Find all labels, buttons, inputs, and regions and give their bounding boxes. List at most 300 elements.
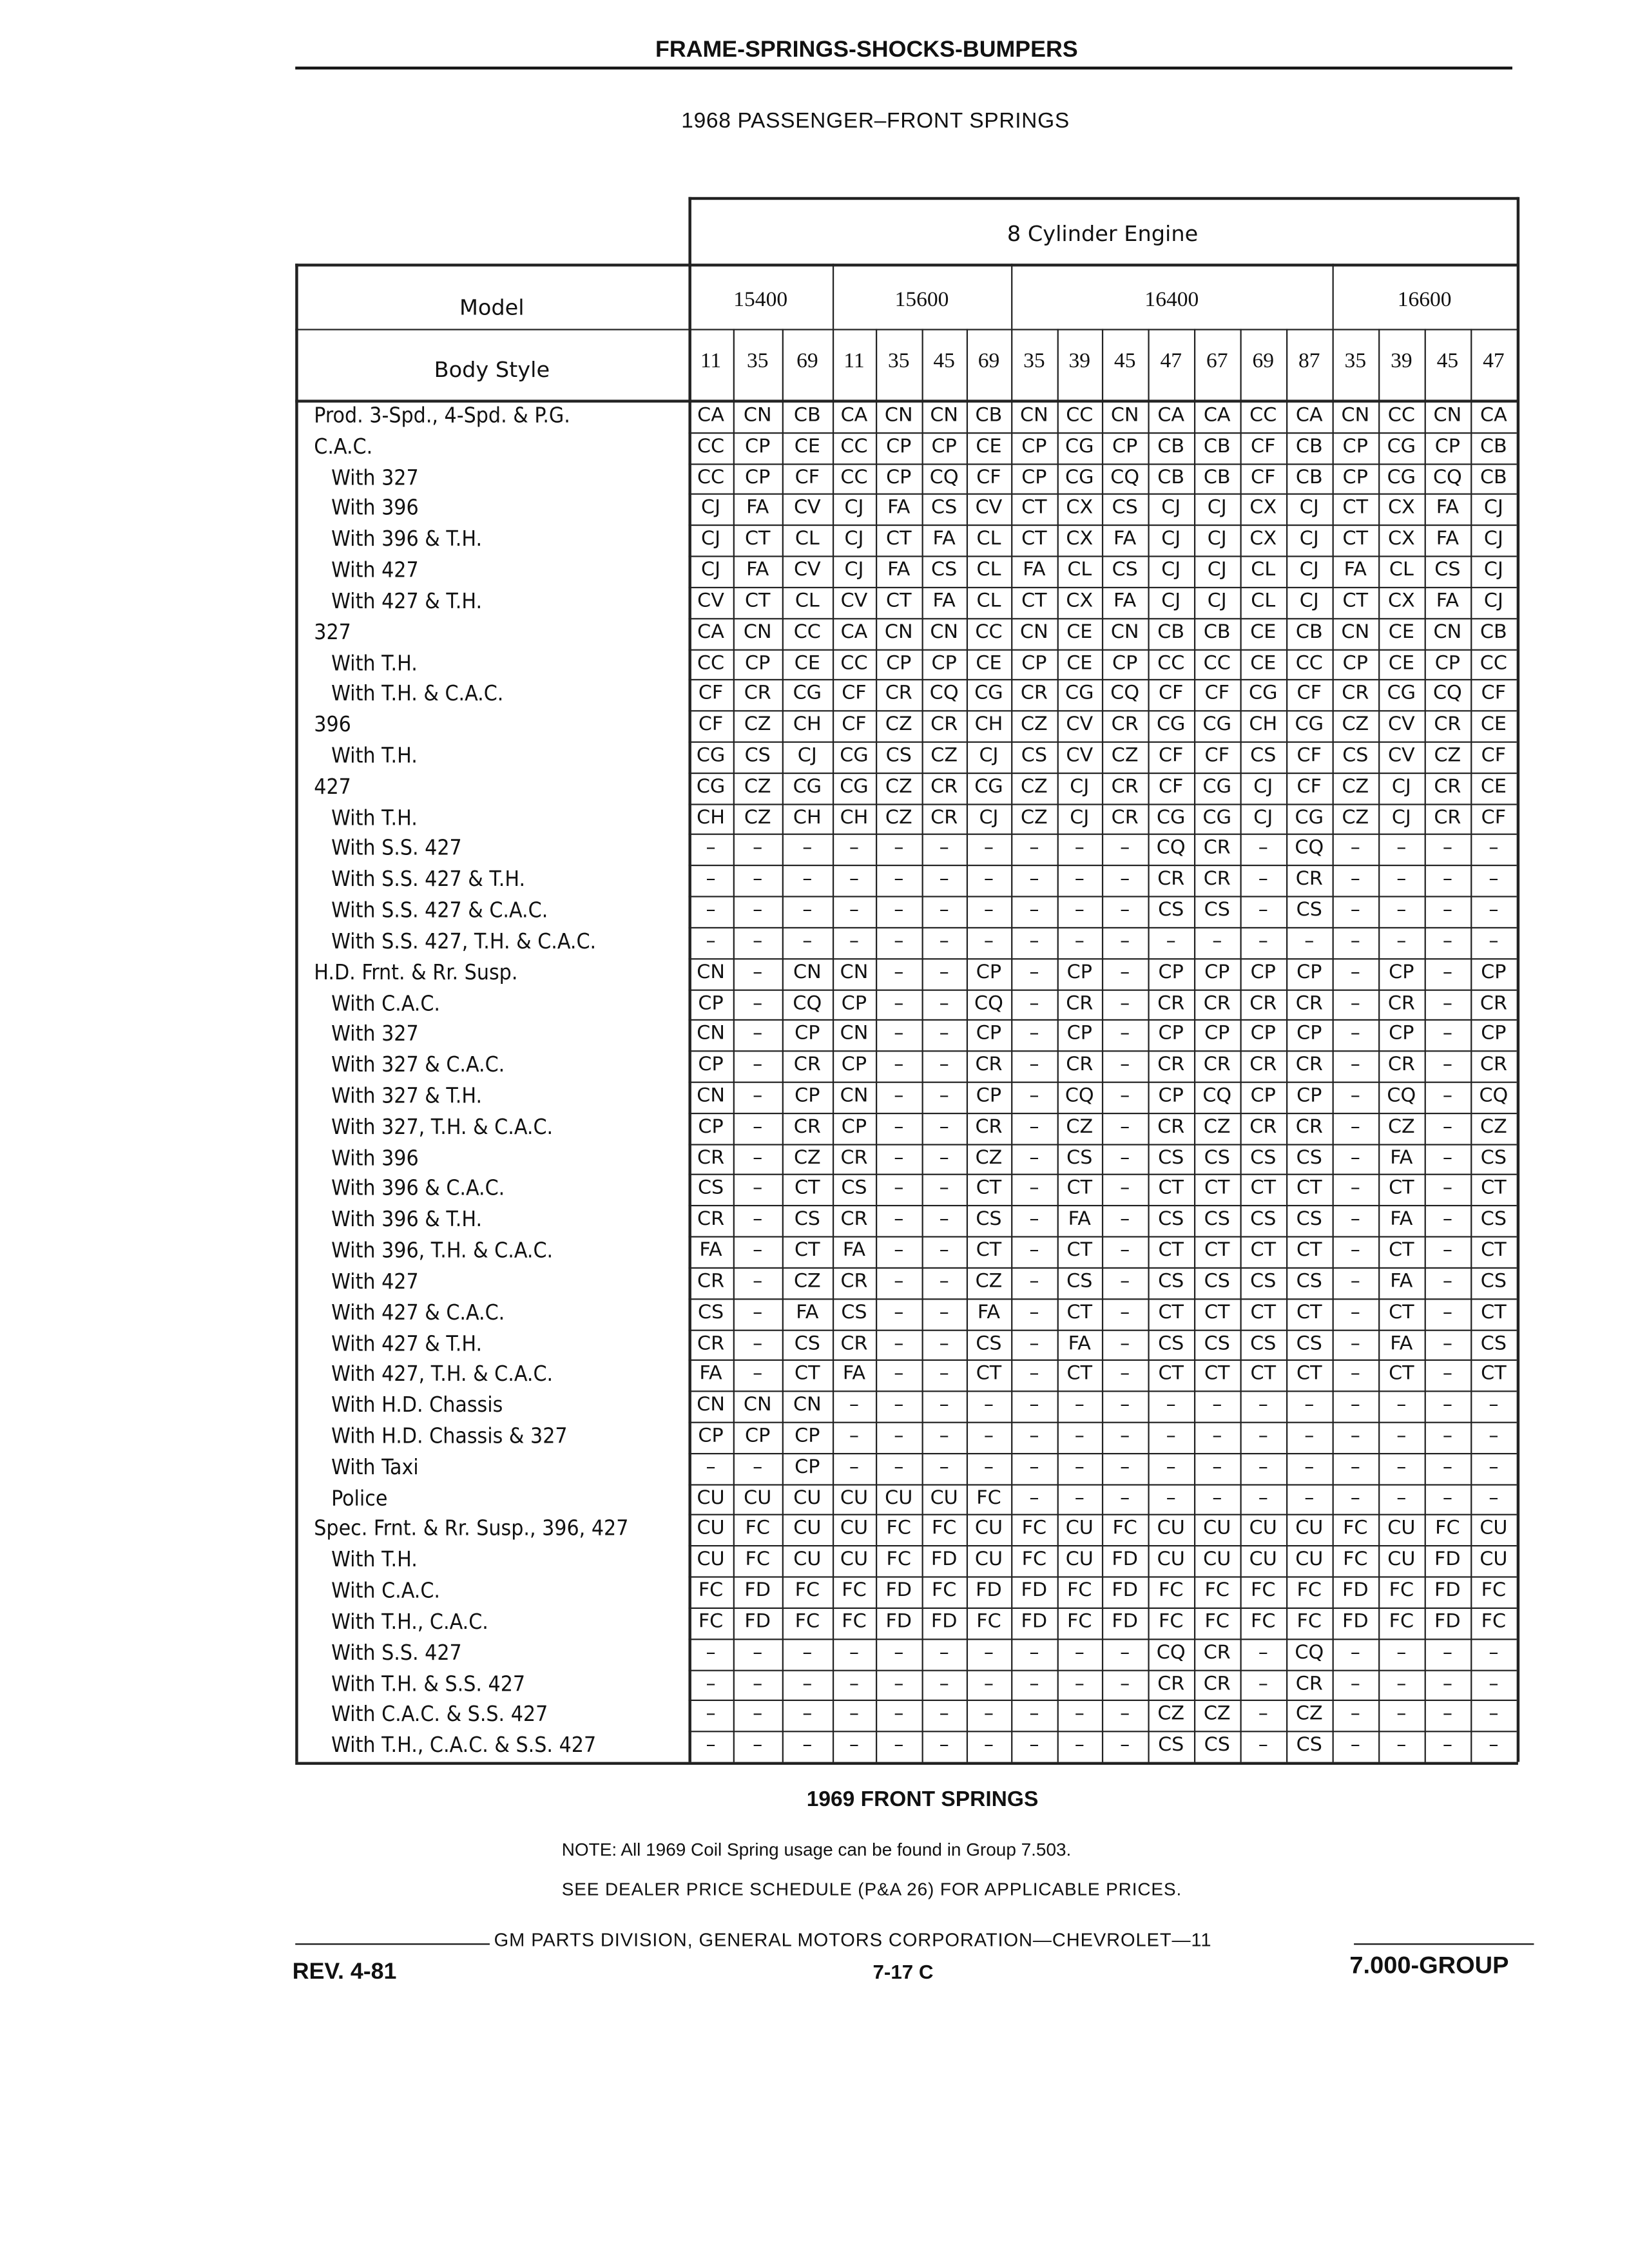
- spring-code-cell: CP: [1250, 1022, 1276, 1046]
- spring-code-cell: CN: [697, 960, 725, 984]
- spring-code-cell: –: [802, 867, 813, 891]
- spring-code-cell: –: [1442, 1022, 1452, 1046]
- spring-code-cell: CS: [1296, 898, 1322, 922]
- spring-code-cell: –: [753, 1115, 763, 1139]
- spring-code-cell: CF: [1251, 434, 1276, 458]
- spring-code-cell: CU: [974, 1548, 1003, 1571]
- spring-code-cell: CJ: [797, 744, 817, 767]
- row-rule: [688, 1360, 1516, 1361]
- spring-code-cell: CN: [697, 1393, 725, 1417]
- spring-code-cell: –: [1029, 836, 1039, 860]
- spring-code-cell: CZ: [1111, 744, 1139, 767]
- body-style-cell: 45: [1436, 350, 1459, 373]
- spring-code-cell: –: [1442, 1362, 1452, 1386]
- spring-code-cell: FA: [1436, 589, 1459, 613]
- spring-code-cell: CN: [930, 620, 959, 644]
- spring-code-cell: –: [1350, 867, 1360, 891]
- spring-code-cell: FC: [1481, 1579, 1507, 1602]
- spring-code-cell: –: [1442, 1207, 1452, 1231]
- spring-code-cell: CR: [1249, 1115, 1277, 1139]
- spring-code-cell: FC: [886, 1548, 911, 1571]
- row-rule: [688, 803, 1516, 805]
- spring-code-cell: –: [1120, 1207, 1130, 1231]
- spring-code-cell: –: [1350, 1486, 1360, 1510]
- spring-code-cell: CB: [1157, 620, 1185, 644]
- spring-code-cell: CC: [1203, 651, 1231, 675]
- spring-code-cell: CC: [793, 620, 821, 644]
- spring-code-cell: FC: [1343, 1548, 1368, 1571]
- spring-code-cell: FD: [885, 1579, 912, 1602]
- spring-code-cell: –: [849, 898, 860, 922]
- spring-code-cell: CF: [1481, 682, 1507, 706]
- body-style-cell: 67: [1206, 350, 1228, 373]
- spring-code-cell: –: [1396, 898, 1407, 922]
- row-rule: [688, 1639, 1516, 1640]
- spring-code-cell: –: [1029, 1455, 1039, 1479]
- spring-code-cell: CT: [1389, 1177, 1414, 1200]
- spring-code-cell: CR: [1295, 1671, 1323, 1695]
- spring-code-cell: CG: [1202, 805, 1231, 829]
- spring-code-cell: CF: [1158, 682, 1184, 706]
- spring-code-cell: CN: [840, 1022, 869, 1046]
- spring-code-cell: –: [1120, 1022, 1130, 1046]
- spring-code-cell: CJ: [1299, 527, 1319, 551]
- spring-code-cell: –: [983, 836, 994, 860]
- spring-code-cell: –: [1120, 991, 1130, 1015]
- spring-code-cell: –: [802, 836, 813, 860]
- spring-code-cell: CS: [1250, 1331, 1277, 1355]
- spring-code-cell: –: [1120, 1269, 1130, 1293]
- spring-code-cell: –: [1396, 1671, 1407, 1695]
- spring-code-cell: –: [1489, 1455, 1499, 1479]
- spring-code-cell: CG: [793, 774, 822, 798]
- spring-code-cell: CP: [1296, 1022, 1322, 1046]
- spring-code-cell: –: [753, 1084, 763, 1108]
- spring-code-cell: –: [1120, 1300, 1130, 1324]
- spring-code-cell: CS: [1250, 1269, 1277, 1293]
- spring-code-cell: FD: [1021, 1610, 1048, 1633]
- spring-code-cell: CG: [1065, 682, 1094, 706]
- spring-code-cell: CJ: [1207, 558, 1227, 582]
- spring-code-cell: –: [1029, 1393, 1039, 1417]
- spring-code-cell: CP: [1204, 960, 1230, 984]
- spring-code-cell: CB: [1157, 434, 1185, 458]
- spring-code-cell: CT: [1342, 496, 1369, 520]
- spring-code-cell: CJ: [979, 744, 999, 767]
- spring-code-cell: CP: [931, 651, 957, 675]
- spring-code-cell: CJ: [1070, 805, 1090, 829]
- spring-code-cell: –: [939, 1455, 949, 1479]
- spring-code-cell: CT: [1389, 1300, 1414, 1324]
- spring-code-cell: CR: [1020, 682, 1048, 706]
- spring-code-cell: –: [706, 1640, 716, 1664]
- spring-code-cell: CG: [1387, 682, 1416, 706]
- spring-code-cell: CE: [1480, 713, 1507, 736]
- spring-code-cell: CQ: [793, 991, 822, 1015]
- spring-code-cell: CZ: [1203, 1115, 1231, 1139]
- spring-code-cell: CX: [1066, 496, 1094, 520]
- spring-code-cell: CP: [841, 1115, 867, 1139]
- row-label: With S.S. 427: [331, 835, 462, 861]
- spring-code-cell: –: [939, 1733, 949, 1757]
- spring-code-cell: CR: [697, 1331, 725, 1355]
- spring-code-cell: –: [1029, 867, 1039, 891]
- spring-code-cell: FA: [746, 496, 769, 520]
- spring-code-cell: –: [939, 1331, 949, 1355]
- spring-code-cell: –: [1350, 1393, 1360, 1417]
- spring-code-cell: –: [706, 1671, 716, 1695]
- spring-code-cell: –: [983, 1640, 994, 1664]
- row-rule: [688, 742, 1516, 743]
- row-rule: [688, 1175, 1516, 1176]
- row-label: With T.H., C.A.C. & S.S. 427: [331, 1732, 597, 1758]
- spring-code-cell: CU: [1157, 1517, 1185, 1541]
- row-rule: [688, 1577, 1516, 1578]
- spring-code-cell: FA: [842, 1238, 866, 1262]
- section-title: 1968 PASSENGER–FRONT SPRINGS: [681, 109, 1070, 133]
- spring-code-cell: –: [894, 1300, 904, 1324]
- row-label: With 396 & T.H.: [331, 1206, 483, 1233]
- spring-code-cell: CJ: [1207, 527, 1227, 551]
- spring-code-cell: CN: [793, 1393, 822, 1417]
- row-rule: [688, 773, 1516, 774]
- row-rule: [688, 989, 1516, 990]
- spring-code-cell: –: [1304, 1425, 1315, 1448]
- spring-code-cell: –: [894, 1269, 904, 1293]
- spring-code-cell: CT: [1250, 1300, 1277, 1324]
- spring-code-cell: CS: [1480, 1331, 1507, 1355]
- spring-code-cell: CQ: [1156, 1640, 1186, 1664]
- spring-code-cell: FD: [1434, 1610, 1461, 1633]
- row-rule: [688, 896, 1516, 898]
- spring-code-cell: CC: [840, 651, 868, 675]
- spring-code-cell: CS: [1204, 1269, 1230, 1293]
- spring-code-cell: –: [894, 1146, 904, 1169]
- spring-code-cell: –: [849, 1425, 860, 1448]
- spring-code-cell: –: [753, 1362, 763, 1386]
- spring-code-cell: CP: [1481, 1022, 1507, 1046]
- spring-code-cell: CB: [1203, 465, 1231, 489]
- spring-code-cell: CT: [1296, 1238, 1322, 1262]
- spring-code-cell: CG: [974, 774, 1003, 798]
- spring-code-cell: CS: [931, 558, 958, 582]
- spring-code-cell: FD: [1021, 1579, 1048, 1602]
- spring-code-cell: –: [1074, 836, 1084, 860]
- spring-code-cell: –: [1350, 1207, 1360, 1231]
- spring-code-cell: CP: [1158, 1022, 1184, 1046]
- row-rule: [688, 1206, 1516, 1207]
- spring-code-cell: CN: [1110, 404, 1139, 427]
- spring-code-cell: –: [1120, 898, 1130, 922]
- spring-code-cell: CT: [1296, 1300, 1322, 1324]
- spring-code-cell: –: [849, 867, 860, 891]
- spring-code-cell: CN: [743, 620, 772, 644]
- spring-code-cell: –: [753, 991, 763, 1015]
- spring-code-cell: CS: [931, 496, 958, 520]
- spring-code-cell: CQ: [929, 682, 959, 706]
- spring-code-cell: FC: [1481, 1610, 1507, 1633]
- spring-code-cell: –: [894, 1177, 904, 1200]
- spring-code-cell: CJ: [1391, 805, 1411, 829]
- spring-code-cell: –: [1212, 1455, 1222, 1479]
- spring-code-cell: CV: [1387, 744, 1415, 767]
- body-style-cell: 35: [1344, 350, 1367, 373]
- spring-code-cell: –: [1074, 1393, 1084, 1417]
- spring-code-cell: CP: [745, 1425, 771, 1448]
- spring-code-cell: –: [1258, 1671, 1268, 1695]
- row-label: With T.H.: [331, 742, 418, 769]
- spring-code-cell: –: [1029, 1486, 1039, 1510]
- spring-code-cell: –: [1350, 991, 1360, 1015]
- spring-code-cell: –: [1489, 898, 1499, 922]
- spring-code-cell: –: [706, 867, 716, 891]
- spring-code-cell: CA: [1203, 404, 1231, 427]
- spring-code-cell: –: [894, 1331, 904, 1355]
- spring-code-cell: CN: [884, 620, 913, 644]
- spring-code-cell: –: [1350, 1115, 1360, 1139]
- spring-code-cell: CS: [1434, 558, 1461, 582]
- spring-code-cell: CU: [697, 1548, 725, 1571]
- spring-code-cell: –: [894, 1053, 904, 1077]
- spring-code-cell: CS: [1250, 1207, 1277, 1231]
- spring-code-cell: FC: [1296, 1610, 1322, 1633]
- spring-code-cell: CB: [1480, 434, 1507, 458]
- spring-code-cell: –: [1442, 929, 1452, 953]
- spring-code-cell: CR: [1111, 713, 1139, 736]
- spring-code-cell: CQ: [1156, 836, 1186, 860]
- spring-code-cell: FC: [931, 1517, 957, 1541]
- spring-code-cell: –: [1029, 1640, 1039, 1664]
- spring-code-cell: –: [1120, 1177, 1130, 1200]
- spring-code-cell: –: [1489, 1733, 1499, 1757]
- spring-code-cell: CX: [1387, 589, 1415, 613]
- spring-code-cell: –: [1029, 1238, 1039, 1262]
- spring-code-cell: –: [1029, 991, 1039, 1015]
- spring-code-cell: FA: [1390, 1331, 1413, 1355]
- spring-code-cell: CZ: [1342, 774, 1369, 798]
- spring-code-cell: CT: [1158, 1300, 1184, 1324]
- spring-code-cell: CT: [1204, 1238, 1230, 1262]
- spring-code-cell: CS: [1480, 1146, 1507, 1169]
- spring-code-cell: CG: [1065, 465, 1094, 489]
- spring-code-cell: –: [1350, 898, 1360, 922]
- spring-code-cell: –: [849, 836, 860, 860]
- spring-code-cell: –: [1258, 898, 1268, 922]
- spring-code-cell: –: [894, 1393, 904, 1417]
- row-rule: [688, 1082, 1516, 1083]
- spring-code-cell: CA: [840, 404, 868, 427]
- spring-code-cell: CT: [1066, 1300, 1093, 1324]
- spring-code-cell: CR: [1111, 774, 1139, 798]
- spring-code-cell: CV: [793, 558, 821, 582]
- spring-code-cell: CJ: [1207, 589, 1227, 613]
- spring-code-cell: –: [1350, 1238, 1360, 1262]
- spring-code-cell: CR: [1157, 1053, 1185, 1077]
- spring-code-cell: CZ: [975, 1269, 1003, 1293]
- spring-code-cell: FC: [1067, 1610, 1092, 1633]
- spring-code-cell: CP: [976, 1084, 1002, 1108]
- row-rule: [688, 1144, 1516, 1145]
- row-rule: [688, 958, 1516, 959]
- spring-code-cell: CP: [745, 465, 771, 489]
- spring-code-cell: –: [939, 1053, 949, 1077]
- spring-code-cell: FD: [1434, 1579, 1461, 1602]
- spring-code-cell: –: [894, 1115, 904, 1139]
- spring-code-cell: CR: [1434, 805, 1461, 829]
- spring-code-cell: CS: [1480, 1207, 1507, 1231]
- spring-code-cell: FC: [1251, 1579, 1276, 1602]
- spring-code-cell: –: [1120, 1053, 1130, 1077]
- spring-code-cell: –: [753, 867, 763, 891]
- row-rule: [688, 1236, 1516, 1238]
- spring-code-cell: –: [849, 1702, 860, 1726]
- spring-code-cell: CF: [1481, 744, 1507, 767]
- spring-code-cell: CT: [1481, 1177, 1507, 1200]
- spring-code-cell: CZ: [885, 713, 912, 736]
- row-label: With S.S. 427: [331, 1639, 462, 1666]
- spring-code-cell: –: [1074, 1640, 1084, 1664]
- spring-code-cell: –: [1166, 1393, 1176, 1417]
- spring-code-cell: –: [1029, 1671, 1039, 1695]
- model-row-top: [295, 264, 1518, 265]
- row-label: Prod. 3-Spd., 4-Spd. & P.G.: [314, 402, 570, 428]
- spring-code-cell: CS: [1296, 1207, 1322, 1231]
- spring-code-cell: CT: [795, 1362, 820, 1386]
- row-label: With 427, T.H. & C.A.C.: [331, 1361, 554, 1387]
- body-style-cell: 35: [746, 350, 769, 373]
- spring-code-cell: –: [894, 1455, 904, 1479]
- group-number: 7.000-GROUP: [1349, 1952, 1509, 1979]
- spring-code-cell: CF: [795, 465, 820, 489]
- spring-code-cell: CB: [1295, 434, 1323, 458]
- spring-code-cell: –: [1442, 1425, 1452, 1448]
- spring-code-cell: CZ: [885, 774, 912, 798]
- spring-code-cell: –: [1350, 1733, 1360, 1757]
- spring-code-cell: –: [983, 898, 994, 922]
- spring-code-cell: –: [939, 1177, 949, 1200]
- spring-code-cell: –: [1029, 960, 1039, 984]
- row-label: With T.H. & C.A.C.: [331, 680, 504, 707]
- spring-code-cell: CP: [795, 1022, 820, 1046]
- spring-code-cell: CR: [1434, 774, 1461, 798]
- spring-code-cell: CJ: [979, 805, 999, 829]
- spring-code-cell: CH: [697, 805, 725, 829]
- spring-code-cell: CN: [1433, 404, 1462, 427]
- spring-code-cell: CL: [976, 527, 1001, 551]
- row-rule: [688, 1113, 1516, 1114]
- spring-code-cell: CU: [974, 1517, 1003, 1541]
- spring-code-cell: CU: [793, 1548, 822, 1571]
- spring-code-cell: CT: [1021, 527, 1047, 551]
- model-group-divider: [1333, 264, 1335, 329]
- spring-code-cell: –: [1396, 1733, 1407, 1757]
- row-rule: [688, 680, 1516, 681]
- spring-code-cell: CR: [840, 1207, 868, 1231]
- spring-code-cell: CU: [697, 1486, 725, 1510]
- spring-code-cell: –: [1029, 1115, 1039, 1139]
- spring-code-cell: –: [939, 1362, 949, 1386]
- spring-code-cell: CG: [1202, 713, 1231, 736]
- row-label: 327: [314, 619, 351, 645]
- spring-code-cell: CT: [1066, 1238, 1093, 1262]
- spring-code-cell: CS: [1296, 1733, 1322, 1757]
- spring-code-cell: CS: [841, 1177, 867, 1200]
- spring-code-cell: –: [1029, 1053, 1039, 1077]
- row-label: With 396, T.H. & C.A.C.: [331, 1237, 554, 1264]
- spring-code-cell: –: [983, 1393, 994, 1417]
- spring-code-cell: CP: [698, 1115, 724, 1139]
- spring-code-cell: –: [849, 1640, 860, 1664]
- spring-code-cell: –: [939, 1115, 949, 1139]
- spring-code-cell: CR: [1066, 1053, 1094, 1077]
- spring-code-cell: FC: [1389, 1579, 1414, 1602]
- spring-code-cell: CC: [697, 651, 725, 675]
- spring-code-cell: CP: [745, 651, 771, 675]
- spring-code-cell: CR: [930, 774, 958, 798]
- spring-code-cell: CP: [1296, 1084, 1322, 1108]
- spring-code-cell: FD: [1112, 1610, 1138, 1633]
- spring-code-cell: CZ: [1020, 774, 1048, 798]
- spring-code-cell: –: [1489, 1702, 1499, 1726]
- spring-code-cell: CN: [1020, 620, 1048, 644]
- spring-code-cell: –: [753, 1640, 763, 1664]
- spring-code-cell: CU: [840, 1517, 869, 1541]
- spring-code-cell: CU: [793, 1486, 822, 1510]
- spring-code-cell: CU: [793, 1517, 822, 1541]
- spring-code-cell: CS: [794, 1207, 820, 1231]
- spring-code-cell: –: [753, 1300, 763, 1324]
- spring-code-cell: CX: [1066, 527, 1094, 551]
- spring-code-cell: –: [983, 929, 994, 953]
- spring-code-cell: FC: [1158, 1610, 1184, 1633]
- spring-code-cell: CX: [1249, 527, 1277, 551]
- spring-code-cell: CJ: [1161, 558, 1181, 582]
- spring-code-cell: CZ: [1434, 744, 1461, 767]
- spring-code-cell: CU: [1157, 1548, 1185, 1571]
- spring-code-cell: –: [1258, 1393, 1268, 1417]
- spring-code-cell: –: [1442, 898, 1452, 922]
- spring-code-cell: CQ: [974, 991, 1003, 1015]
- spring-code-cell: CP: [1342, 651, 1368, 675]
- spring-code-cell: –: [1120, 1393, 1130, 1417]
- spring-code-cell: –: [1489, 1640, 1499, 1664]
- spring-code-cell: CZ: [793, 1269, 821, 1293]
- spring-code-cell: FA: [1390, 1207, 1413, 1231]
- spring-code-cell: CJ: [701, 558, 721, 582]
- model-group-divider: [1011, 264, 1013, 329]
- spring-code-cell: CR: [1342, 682, 1369, 706]
- spring-code-cell: –: [802, 1671, 813, 1695]
- spring-code-cell: CQ: [1432, 682, 1462, 706]
- spring-code-cell: CZ: [744, 774, 771, 798]
- spring-code-cell: CP: [886, 465, 912, 489]
- spring-code-cell: –: [1166, 1486, 1176, 1510]
- spring-code-cell: –: [802, 1733, 813, 1757]
- spring-code-cell: CT: [1481, 1300, 1507, 1324]
- spring-code-cell: –: [1442, 1486, 1452, 1510]
- row-rule: [688, 1298, 1516, 1300]
- footer-division: GM PARTS DIVISION, GENERAL MOTORS CORPORATION—CHEVROLET—11: [494, 1929, 1212, 1951]
- spring-code-cell: CT: [885, 527, 912, 551]
- row-label: With H.D. Chassis: [331, 1392, 503, 1418]
- spring-code-cell: –: [1074, 1671, 1084, 1695]
- spring-code-cell: CP: [795, 1425, 820, 1448]
- spring-code-cell: CN: [1341, 620, 1370, 644]
- spring-code-cell: CR: [1295, 867, 1323, 891]
- spring-code-cell: –: [939, 991, 949, 1015]
- spring-code-cell: FD: [1434, 1548, 1461, 1571]
- spring-code-cell: FA: [932, 527, 956, 551]
